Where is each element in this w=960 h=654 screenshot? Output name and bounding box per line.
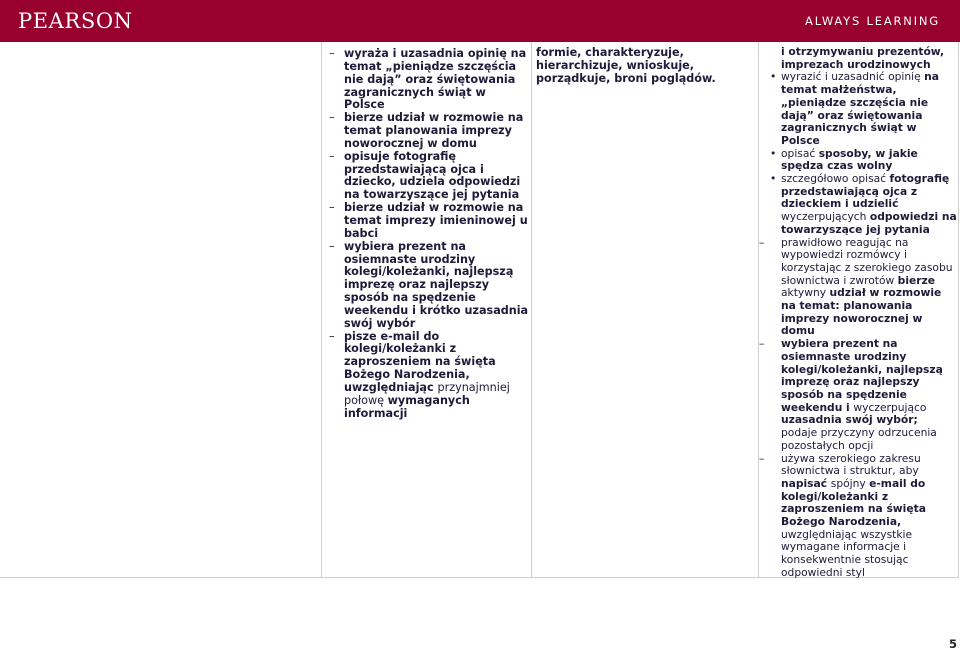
bullet-marker: •: [770, 146, 777, 160]
text-segment: wyraża i uzasadnia opinię na temat „pieniądze szczęścia nie dają” oraz świętowania zagranicznych świąt w Polsce: [344, 47, 527, 112]
text-segment: wyrazić i uzasadnić opinię: [781, 70, 925, 84]
text-segment: napisać: [781, 476, 831, 490]
column-middle: [532, 42, 759, 577]
dash-marker: –: [329, 329, 335, 343]
text-segment: wymaganych informacji: [344, 393, 470, 420]
text-segment: udział w rozmowie na temat: planowania imprezy noworocznej w domu: [781, 286, 942, 338]
column-right: [759, 42, 958, 577]
pearson-logo: PEARSON: [18, 9, 133, 33]
criteria-list: [759, 46, 957, 580]
criteria-list: [536, 46, 756, 85]
column-empty: [0, 42, 322, 577]
text-segment: wybiera prezent na osiemnaste urodziny kolegi/koleżanki, najlepszą imprezę oraz najlepszy sposób na spędzenie weekendu i: [781, 337, 943, 414]
criteria-item: [759, 46, 957, 71]
criteria-item: [536, 46, 756, 85]
column-left: [322, 42, 532, 577]
text-segment: pisze e-mail do kolegi/koleżanki z zaproszeniem na święta Bożego Narodzenia, uwzględniając: [344, 329, 496, 394]
page-number: 5: [948, 637, 957, 651]
text-segment: używa szerokiego zakresu słownictwa i struktur, aby: [781, 451, 921, 478]
text-segment: bierze udział w rozmowie na temat planowania imprezy noworocznej w domu: [344, 111, 524, 150]
criteria-item: [759, 453, 957, 580]
dash-marker: –: [329, 111, 335, 125]
text-segment: wybiera prezent na osiemnaste urodziny kolegi/koleżanki, najlepszą imprezę oraz najlepszy sposób na spędzenie weekendu i krótko uzasadnia swój wybór: [344, 239, 529, 330]
criteria-item: [329, 329, 529, 421]
criteria-item: [329, 201, 529, 241]
criteria-table: [0, 42, 959, 578]
criteria-list: [329, 47, 529, 420]
text-segment: na temat małżeństwa, „pieniądze szczęścia nie dają” oraz świętowania zagranicznych świąt w Polsce: [781, 70, 939, 147]
dash-marker: –: [759, 337, 765, 351]
text-segment: szczegółowo opisać: [781, 172, 890, 186]
dash-marker: –: [759, 451, 765, 465]
bullet-marker: •: [770, 172, 777, 186]
text-segment: i otrzymywaniu prezentów, imprezach urodzinowych: [781, 45, 945, 71]
text-segment: e-mail do kolegi/koleżanki z zaproszeniem na święta Bożego Narodzenia,: [781, 476, 926, 529]
text-segment: uzasadnia swój wybór;: [781, 413, 918, 427]
criteria-item: [759, 71, 957, 147]
text-segment: sposoby, w jakie spędza czas wolny: [781, 146, 918, 173]
text-segment: uwzględniając wszystkie wymagane informacje i konsekwentnie stosując odpowiedni styl: [781, 527, 913, 579]
text-segment: bierze: [897, 273, 935, 287]
dash-marker: –: [329, 239, 335, 253]
dash-marker: –: [759, 235, 765, 249]
text-segment: fotografię przedstawiającą ojca z dzieckiem i udzielić: [781, 172, 950, 211]
text-segment: wyczerpujących: [781, 210, 870, 224]
criteria-item: [759, 237, 957, 339]
text-segment: opisuje fotografię przedstawiającą ojca i dziecko, udziela odpowiedzi na towarzyszące jej pytania: [344, 149, 521, 202]
text-segment: wyczerpująco: [853, 400, 927, 414]
criteria-item: [329, 47, 529, 112]
text-segment: aktywny: [781, 286, 830, 300]
dash-marker: –: [329, 149, 335, 163]
text-segment: spójny: [830, 476, 870, 490]
text-segment: formie, charakteryzuje, hierarchizuje, wnioskuje, porządkuje, broni poglądów.: [536, 46, 716, 85]
dash-marker: –: [329, 47, 335, 60]
tagline: ALWAYS LEARNING: [805, 14, 940, 28]
criteria-item: [329, 149, 529, 202]
criteria-item: [329, 111, 529, 151]
text-segment: odpowiedzi na towarzyszące jej pytania: [781, 210, 957, 236]
criteria-item: [759, 148, 957, 173]
bullet-marker: •: [770, 70, 777, 84]
text-segment: przynajmniej połowę: [344, 380, 510, 407]
dash-marker: –: [329, 201, 335, 215]
text-segment: podaje przyczyny odrzucenia pozostałych opcji: [781, 426, 937, 452]
text-segment: bierze udział w rozmowie na temat imprezy imieninowej u babci: [344, 201, 528, 240]
criteria-item: [759, 338, 957, 452]
text-segment: prawidłowo reagując na wypowiedzi rozmówcy i korzystając z szerokiego zasobu słownictwa i zwrotów: [781, 235, 953, 287]
header-banner: [0, 0, 960, 42]
criteria-item: [329, 239, 529, 331]
text-segment: opisać: [781, 146, 819, 160]
criteria-item: [759, 173, 957, 237]
